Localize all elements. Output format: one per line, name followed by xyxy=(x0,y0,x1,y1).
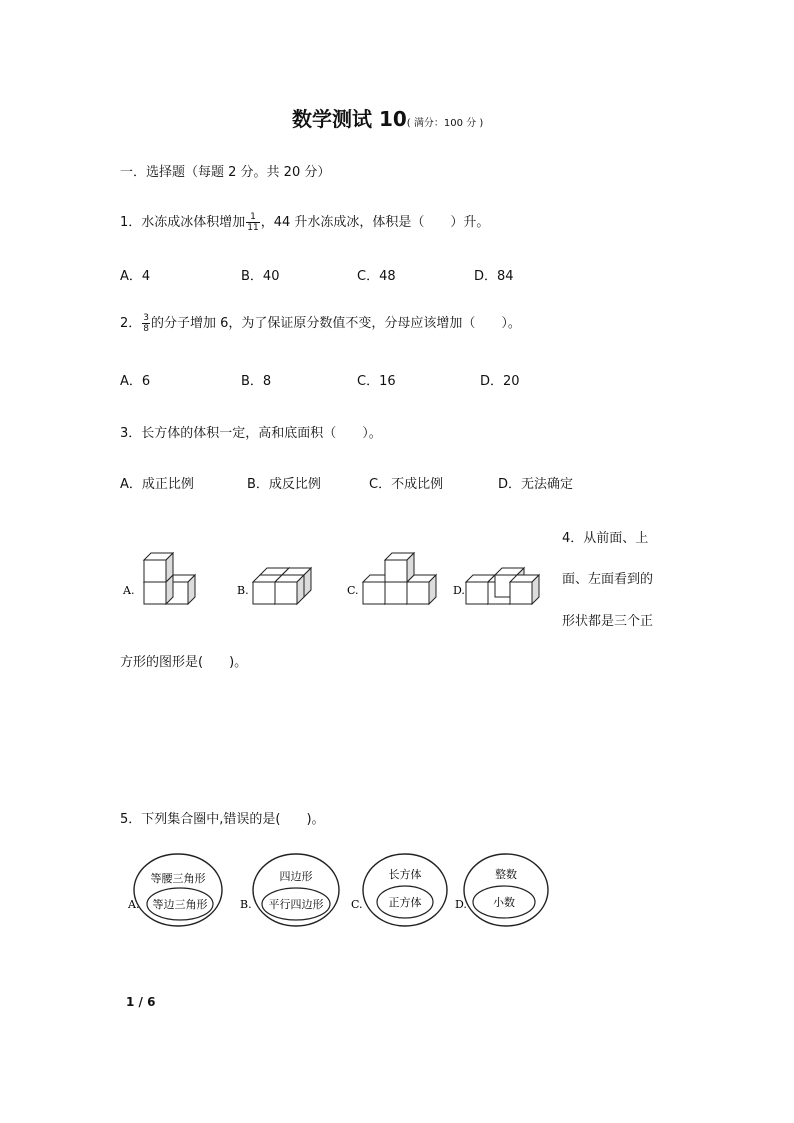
venn-d-outer: 整数 xyxy=(495,868,517,881)
venn-c-label: C. xyxy=(351,898,363,911)
q3-option-d[interactable]: D．无法确定 xyxy=(498,477,574,492)
q2-frac-numerator: 3 xyxy=(143,313,150,323)
question-4-line3: 形状都是三个正 xyxy=(562,614,654,629)
q1-option-d[interactable]: D．84 xyxy=(474,269,514,284)
venn-d[interactable] xyxy=(455,854,548,926)
figure-c[interactable] xyxy=(347,553,436,604)
q1-text-after: ，44 升水冻成冰，体积是（ ）升。 xyxy=(260,215,490,230)
venn-b-outer: 四边形 xyxy=(279,870,313,883)
title-text: 数学测试 10 xyxy=(292,107,407,131)
q2-option-d[interactable]: D．20 xyxy=(480,374,520,389)
figure-d[interactable] xyxy=(453,568,539,604)
q1-option-c[interactable]: C．48 xyxy=(357,269,396,284)
question-2 xyxy=(120,312,521,334)
venn-a-label: A. xyxy=(128,898,140,911)
figure-d-label: D. xyxy=(453,584,465,597)
question-5: 5．下列集合圈中,错误的是( )。 xyxy=(120,812,325,827)
q1-option-b[interactable]: B．40 xyxy=(241,269,280,284)
venn-a[interactable] xyxy=(127,854,222,926)
q2-fraction xyxy=(142,313,150,334)
venn-a-inner: 等边三角形 xyxy=(152,898,208,911)
figure-a[interactable] xyxy=(122,553,195,604)
q2-option-a[interactable]: A．6 xyxy=(120,374,151,389)
venn-b-inner: 平行四边形 xyxy=(268,898,324,911)
question-4-line2: 面、左面看到的 xyxy=(562,572,654,587)
figure-a-label: A. xyxy=(123,584,135,597)
venn-d-inner: 小数 xyxy=(493,896,515,909)
question-4-line4: 方形的图形是( )。 xyxy=(120,655,248,670)
q1-fraction xyxy=(246,212,259,233)
question-4-line1: 4．从前面、上 xyxy=(562,531,649,546)
q1-option-a[interactable]: A．4 xyxy=(120,269,151,284)
venn-c[interactable] xyxy=(351,854,447,926)
q5-venn-diagrams xyxy=(118,852,558,932)
q2-frac-denominator: 8 xyxy=(143,324,150,334)
q2-option-c[interactable]: C．16 xyxy=(357,374,396,389)
q3-option-a[interactable]: A．成正比例 xyxy=(120,477,194,492)
venn-c-inner: 正方体 xyxy=(388,896,422,909)
section-heading: 一．选择题（每题 2 分。共 20 分） xyxy=(120,165,331,180)
q2-option-b[interactable]: B．8 xyxy=(241,374,272,389)
figure-c-label: C. xyxy=(347,584,359,597)
venn-c-outer: 长方体 xyxy=(388,868,422,881)
question-3: 3．长方体的体积一定，高和底面积（ ）。 xyxy=(120,426,382,441)
q3-option-c[interactable]: C．不成比例 xyxy=(369,477,444,492)
title-subtitle: ( 满分：100 分 ) xyxy=(406,118,484,129)
page-number: 1 / 6 xyxy=(126,995,156,1009)
venn-b-label: B. xyxy=(240,898,252,911)
venn-b[interactable] xyxy=(240,854,339,926)
q4-cube-figures xyxy=(120,546,550,616)
figure-b[interactable] xyxy=(237,568,311,604)
venn-a-outer: 等腰三角形 xyxy=(150,872,206,885)
q3-option-b[interactable]: B．成反比例 xyxy=(247,477,321,492)
page-title xyxy=(292,103,483,132)
figure-b-label: B. xyxy=(237,584,249,597)
q2-text-after: 的分子增加 6，为了保证原分数值不变，分母应该增加（ ）。 xyxy=(151,316,521,331)
q1-frac-denominator: 11 xyxy=(247,223,259,233)
q2-text-before: 2． xyxy=(120,316,142,331)
question-1 xyxy=(120,211,489,233)
venn-d-label: D. xyxy=(455,898,467,911)
q1-text-before: 1．水冻成冰体积增加 xyxy=(120,215,246,230)
q1-frac-numerator: 1 xyxy=(246,212,259,223)
